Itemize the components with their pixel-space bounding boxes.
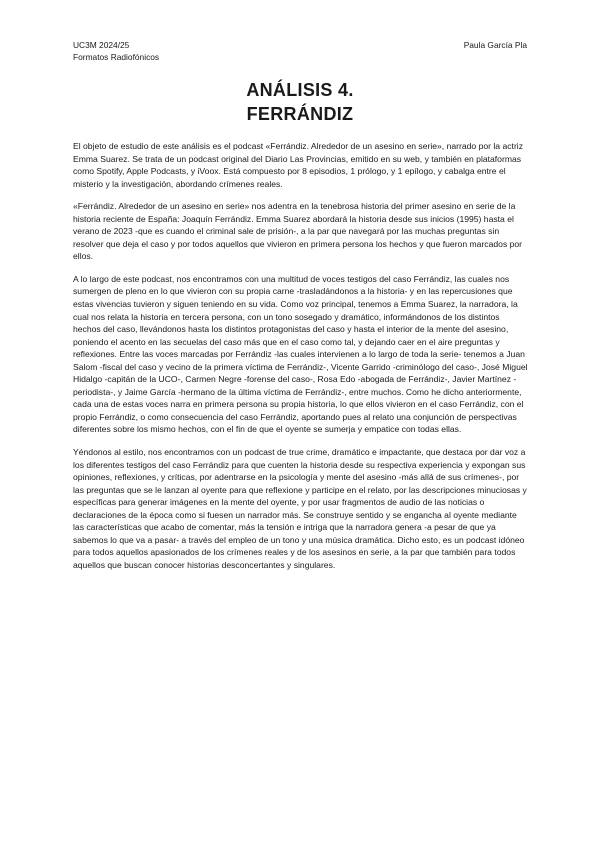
header-subject: Formatos Radiofónicos (73, 52, 160, 62)
paragraph-story: «Ferrándiz. Alrededor de un asesino en serie» nos adentra en la tenebrosa historia del primer asesino en serie de la historia reciente de España: Joaquín Ferrándiz. Emma Suarez abordará la historia desde sus inicios (1995) hasta el verano de 2023 -que es cuando el criminal sale de prisión-, a la par que navegará por las muchas preguntas sin resolver que deja el caso y por todos aquellos que vivieron en primera persona los hechos y que fueron marcados por ellos. (73, 201, 523, 262)
title-line-1: ANÁLISIS 4. (246, 80, 354, 100)
page-title (0, 78, 600, 126)
paragraph-voices: A lo largo de este podcast, nos encontramos con una multitud de voces testigos del caso Ferrándiz, las cuales nos sumergen de pleno en lo que vivieron con su propia carne -trasladándonos a la historia- y en las repercusiones que estas vivencias tuvieron y siguen teniendo en su vida. Como voz principal, tenemos a Emma Suarez, la narradora, la cual nos relata la historia en tercera persona, con un tono sosegado y dramático, informándonos de los distintos hechos del caso, llevándonos hasta los distintos protagonistas del caso y hasta el interior de la mente del asesino, poniendo el acento en las secuelas del caso más que en el caso como tal, y dejando caer en el aire preguntas y reflexiones. Entre las voces marcadas por Ferrándiz -las cuales intervienen a lo largo de toda la serie- tenemos a Juan Salom -fiscal del caso y vecino de la primera víctima de Ferrándiz-, Vicente Garrido -criminólogo del caso-, José Miguel Hidalgo -capitán de la UCO-, Carmen Negre -forense del caso-, Rosa Edo -abogada de Ferrándiz-, Javier Martínez -periodista-, y Jaime García -hermano de la última víctima de Ferrándiz-, entre muchos. Como he dicho anteriormente, cada una de estas voces narra en primera persona su propia historia, lo que ellos vivieron en el caso Ferrándiz, con el propio Ferrándiz, o como consecuencia del caso Ferrándiz, aportando pues al relato una conjunción de perspectivas diferentes sobre los mismo hechos, con el fin de que el oyente se sumerja y empatice con todas ellas. (73, 273, 528, 435)
header-left (73, 39, 159, 63)
header-course: UC3M 2024/25 (73, 40, 130, 50)
header-author: Paula García Pla (463, 40, 527, 50)
paragraph-intro: El objeto de estudio de este análisis es el podcast «Ferrándiz. Alrededor de un asesino en serie», narrado por la actriz Emma Suarez. Se trata de un podcast original del Diario Las Provincias, emitido en su web, y también en plataformas como Spotify, Apple Podcasts, y iVoox. Está compuesto por 8 episodios, 1 prólogo, y 1 epílogo, y cabalga entre el misterio y la investigación, abordando crímenes reales. (73, 141, 524, 189)
title-line-2: FERRÁNDIZ (246, 104, 354, 124)
paragraph-style: Yéndonos al estilo, nos encontramos con un podcast de true crime, dramático e impactante, que destaca por dar voz a los diferentes testigos del caso Ferrándiz para que cuenten la historia desde su respectiva experiencia y expongan sus opiniones, reflexiones, y críticas, por adentrarse en la psicología y mente del asesino -más allá de sus crímenes-, por las preguntas que se le lanzan al oyente para que reflexione y participe en el relato, por las descripciones minuciosas y específicas para generar imágenes en la mente del oyente, y por usar fragmentos de audio de las noticias o declaraciones de la época como si fuesen un narrador más. Se construye sentido y se engancha al oyente mediante las características que acabo de comentar, más la tensión e intriga que la narradora genera -a pesar de que ya sabemos lo que va a pasar- a través del empleo de un tono y una música dramática. Dicho esto, es un podcast idóneo para todos aquellos apasionados de los crímenes reales y de los asesinos en serie, a la par que también para todos aquellos que buscan conocer historias desconcertantes y singulares. (73, 447, 527, 570)
body-text (73, 140, 529, 582)
